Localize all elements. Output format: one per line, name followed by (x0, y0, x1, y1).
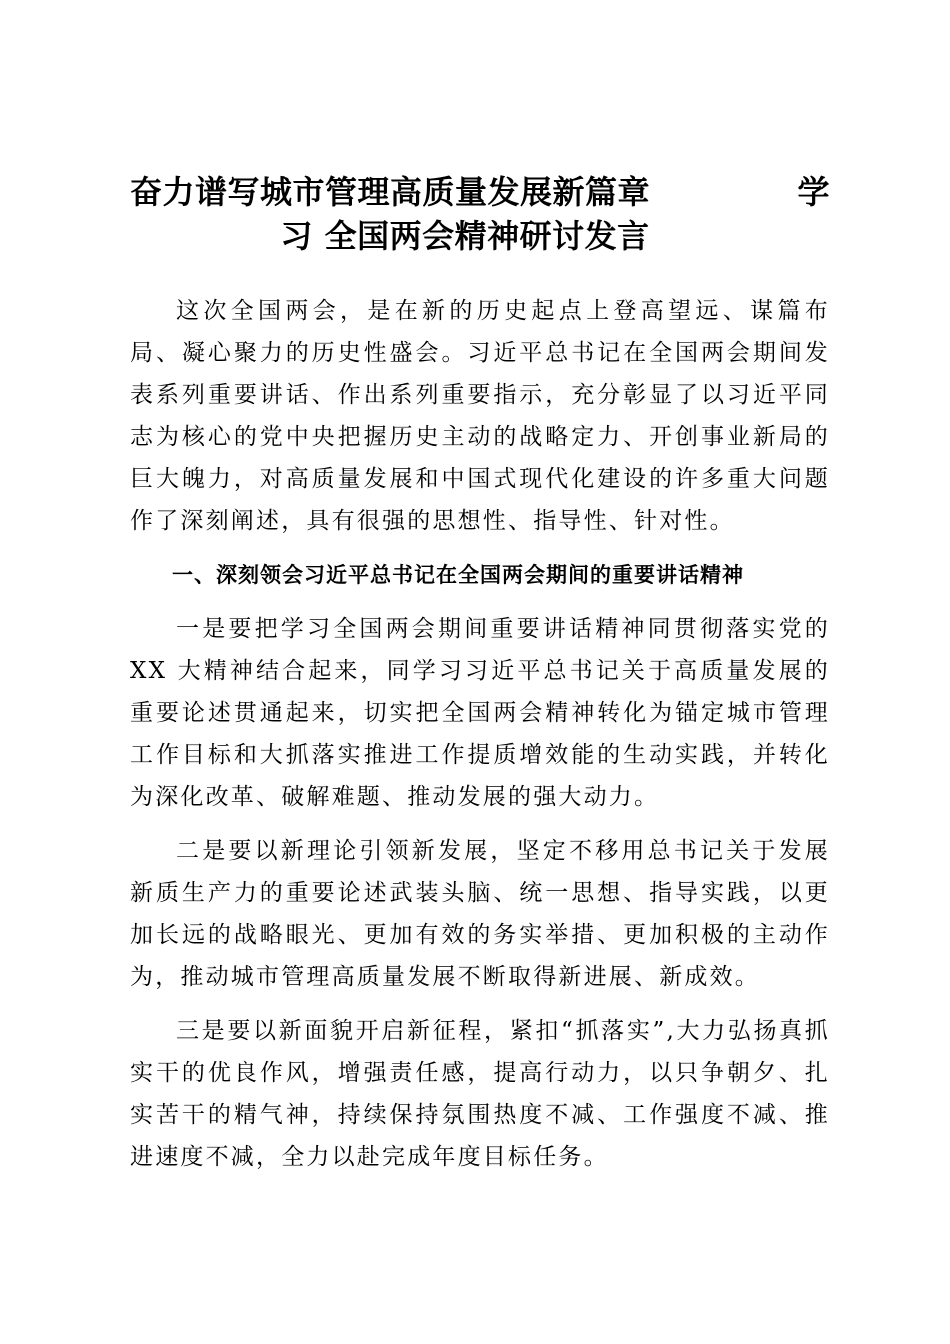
intro-paragraph: 这次全国两会，是在新的历史起点上登高望远、谋篇布局、凝心聚力的历史性盛会。习近平总书记在全国两会期间发表系列重要讲话、作出系列重要指示，充分彰显了以习近平同志为核心的党中央把握历史主动的战略定力、开创事业新局的巨大魄力，对高质量发展和中国式现代化建设的许多重大问题作了深刻阐述，具有很强的思想性、指导性、针对性。 (130, 298, 830, 534)
paragraph-3: 三是要以新面貌开启新征程，紧扣“抓落实”,大力弘扬真抓实干的优良作风，增强责任感，提高行动力，以只争朝夕、扎实苦干的精气神，持续保持氛围热度不减、工作强度不减、推进速度不减，全力以赴完成年度目标任务。 (130, 1018, 830, 1170)
title-line-1 (130, 170, 830, 214)
section-heading-1: 一、深刻领会习近平总书记在全国两会期间的重要讲话精神 (172, 563, 744, 587)
title-line-2: 习 全国两会精神研讨发言 (280, 217, 650, 255)
paragraph-1: 一是要把学习全国两会期间重要讲话精神同贯彻落实党的XX 大精神结合起来，同学习习近平总书记关于高质量发展的重要论述贯通起来，切实把全国两会精神转化为锚定城市管理工作目标和大抓落实推进工作提质增效能的生动实践，并转化为深化改革、破解难题、推动发展的强大动力。 (130, 616, 830, 810)
document-title (130, 170, 830, 258)
title-tail: 学 (797, 173, 830, 211)
title-main: 奋力谱写城市管理高质量发展新篇章 (130, 173, 651, 211)
document-body (130, 290, 830, 1190)
paragraph-2: 二是要以新理论引领新发展，坚定不移用总书记关于发展新质生产力的重要论述武装头脑、统一思想、指导实践，以更加长远的战略眼光、更加有效的务实举措、更加积极的主动作为，推动城市管理高质量发展不断取得新进展、新成效。 (130, 838, 830, 990)
